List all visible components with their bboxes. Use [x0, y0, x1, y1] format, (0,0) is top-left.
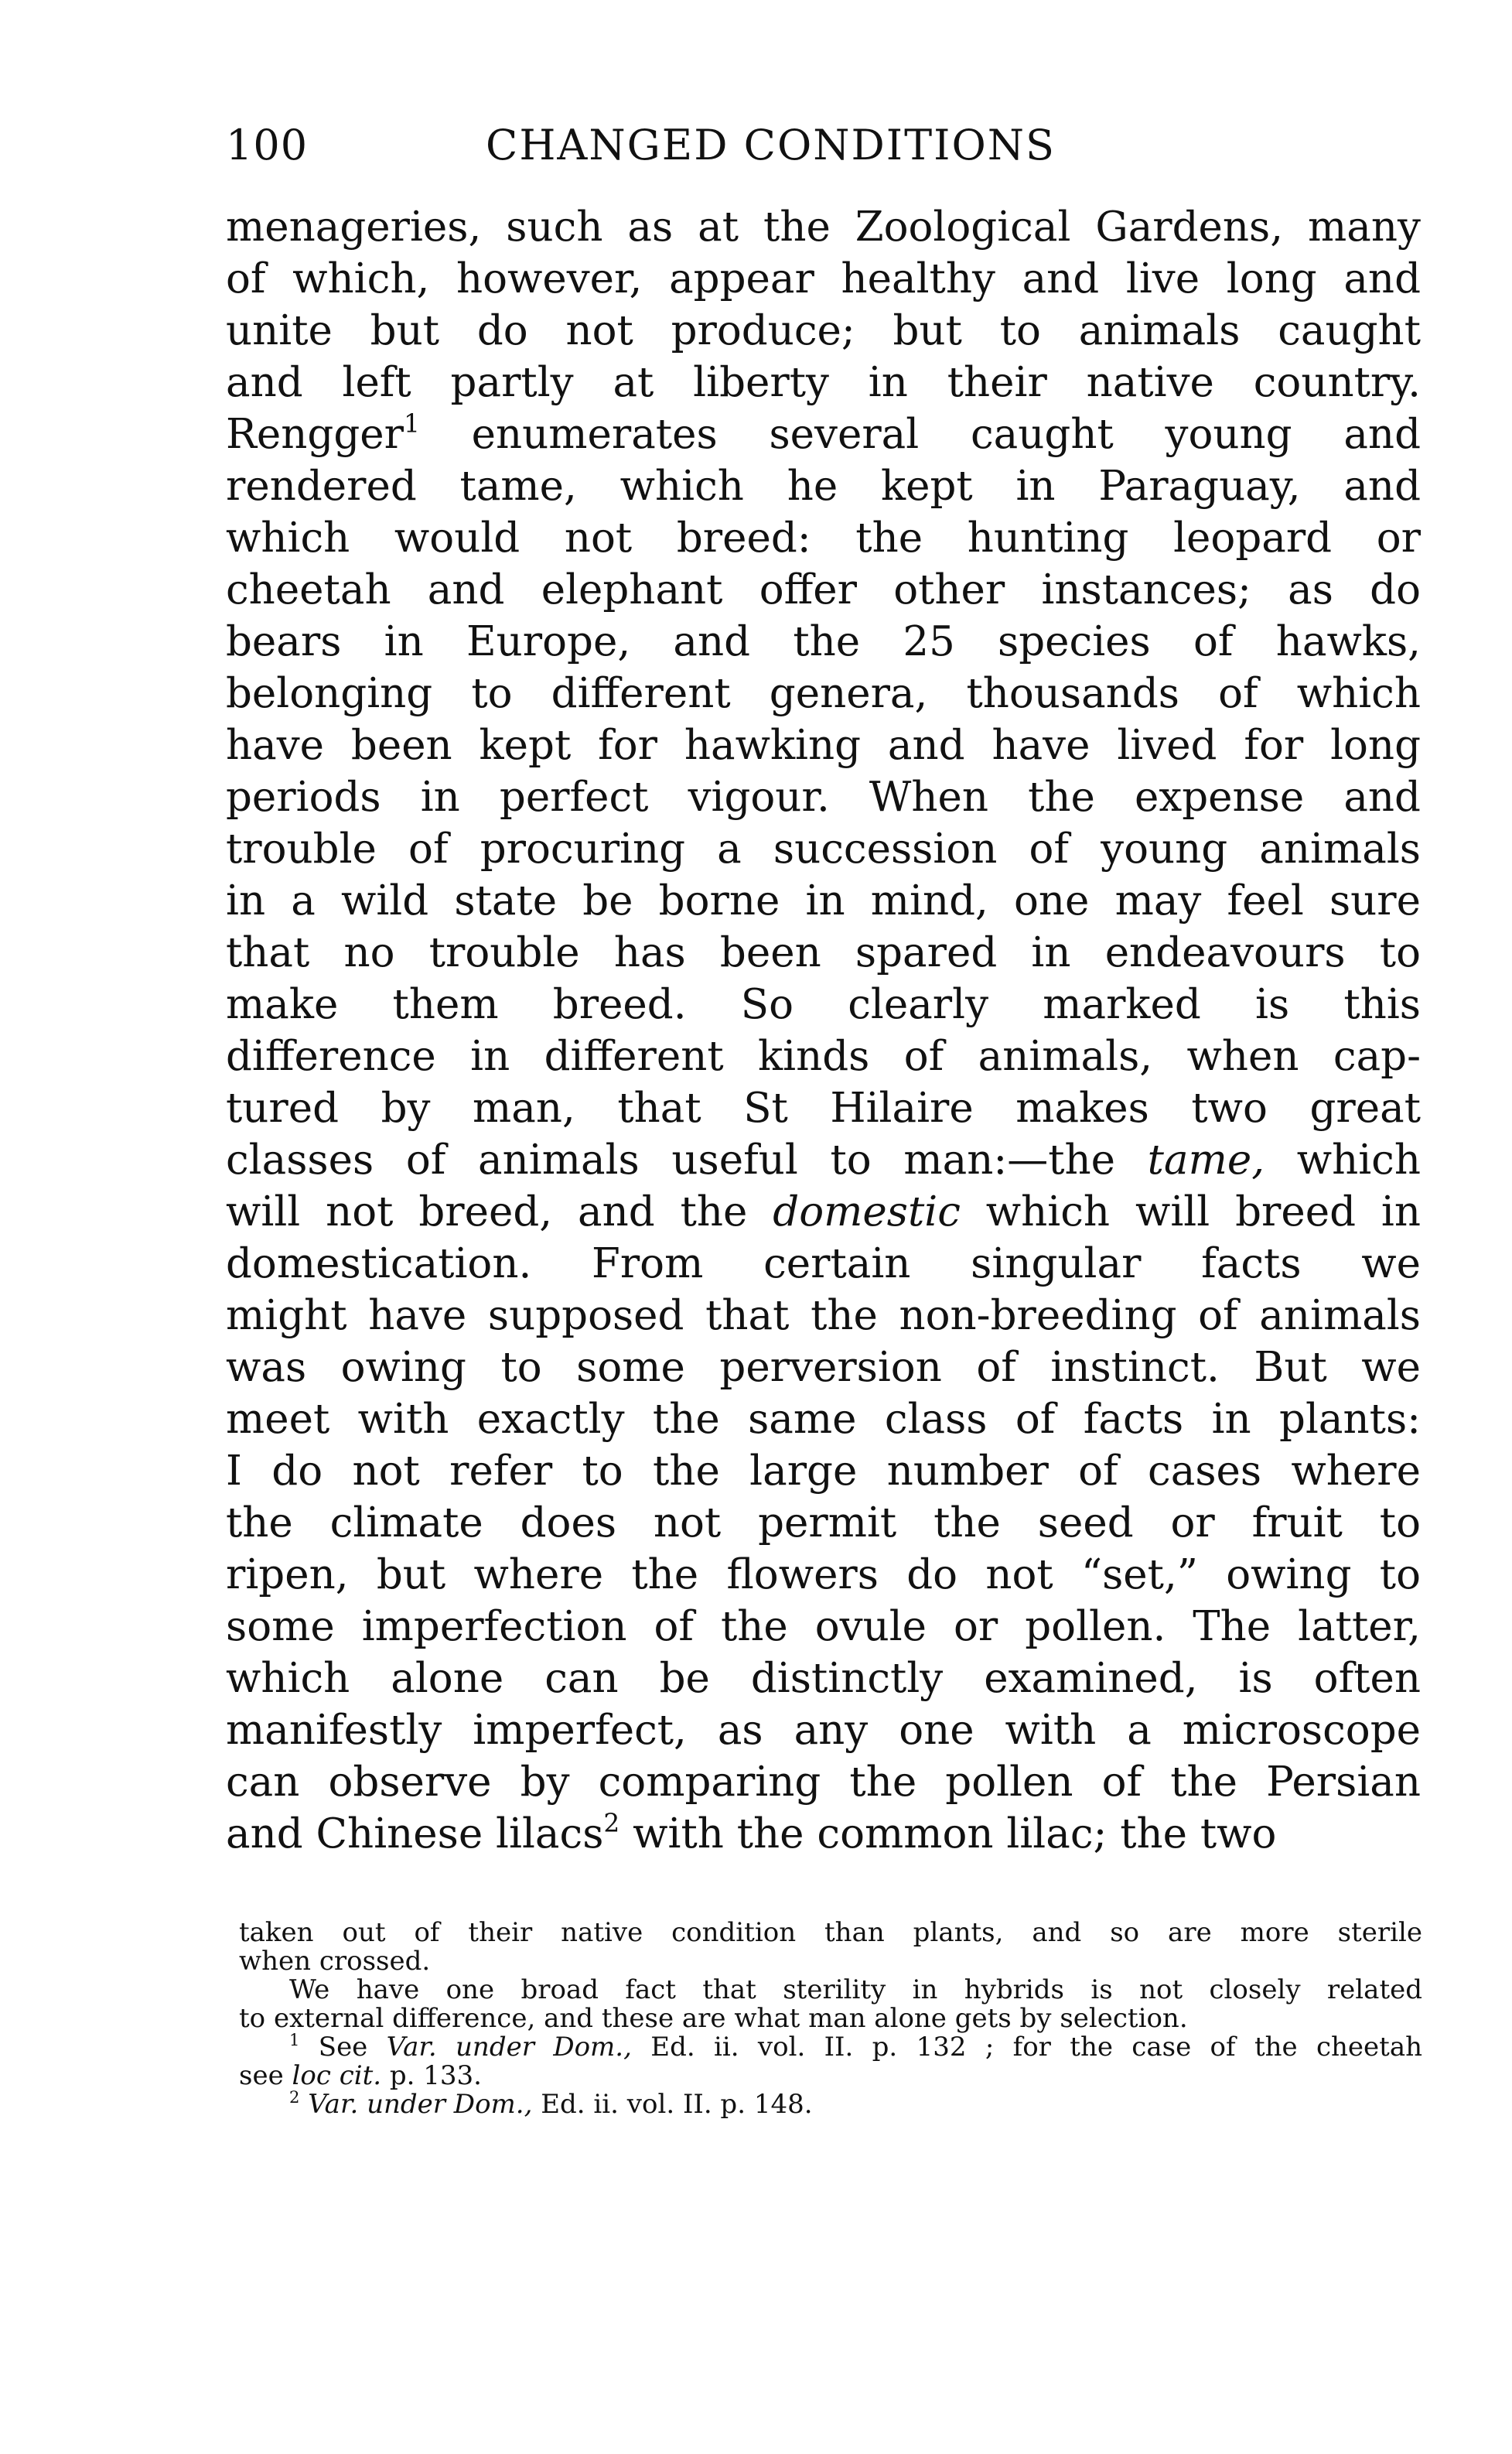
- text-fragment: enumerates several caught young and: [419, 411, 1421, 458]
- text-fragment: classes of animals useful to man:—the: [226, 1136, 1148, 1184]
- text-line: manifestly imperfect, as any one with a microscope: [226, 1707, 1421, 1754]
- text-line: [226, 1134, 1421, 1186]
- text-line: and left partly at liberty in their native country.: [226, 359, 1421, 406]
- footnote-line: when crossed.: [239, 1946, 431, 1977]
- footnote-line: [239, 2062, 1422, 2090]
- text-line: [226, 1808, 1421, 1860]
- footnote-ref-2: 2: [603, 1807, 620, 1838]
- italic-citation: loc cit.: [292, 2060, 382, 2091]
- text-fragment: See: [299, 2032, 387, 2063]
- text-line: have been kept for hawking and have lived for long: [226, 722, 1421, 769]
- main-text: [226, 201, 1421, 1860]
- volume-numeral: II.: [682, 2089, 712, 2120]
- footnotes: [239, 1919, 1422, 2119]
- text-line: cheetah and elephant offer other instances; as do: [226, 566, 1421, 614]
- text-line: make them breed. So clearly marked is this: [226, 981, 1421, 1028]
- footnote-1: [239, 2029, 1422, 2063]
- italic-citation: Var. under Dom.,: [308, 2089, 533, 2120]
- text-fragment: p. 148.: [712, 2089, 813, 2120]
- footnote-marker-2: 2: [289, 2087, 300, 2107]
- text-line: ripen, but where the flowers do not “set,” owing to: [226, 1551, 1421, 1598]
- text-line: of which, however, appear healthy and live long and: [226, 255, 1421, 302]
- text-line: in a wild state be borne in mind, one may feel sure: [226, 877, 1421, 925]
- text-line: belonging to different genera, thousands of which: [226, 670, 1421, 717]
- text-line: might have supposed that the non-breeding of animals: [226, 1292, 1421, 1339]
- text-line: tured by man, that St Hilaire makes two great: [226, 1085, 1421, 1132]
- footnote-2: [239, 2087, 1422, 2120]
- text-line: domestication. From certain singular facts we: [226, 1240, 1421, 1287]
- footnote-marker-1: 1: [289, 2029, 300, 2049]
- text-fragment: p. 133.: [381, 2060, 482, 2091]
- footnote-line: to external difference, and these are what man alone gets by selection.: [239, 2003, 1188, 2034]
- text-fragment: Rengger: [226, 411, 404, 458]
- text-line: can observe by comparing the pollen of the Persian: [226, 1758, 1421, 1806]
- text-line: which alone can be distinctly examined, is often: [226, 1655, 1421, 1702]
- italic-term: tame,: [1147, 1136, 1265, 1184]
- text-fragment: which: [1265, 1136, 1421, 1184]
- text-fragment: see: [239, 2060, 292, 2091]
- text-line: was owing to some perversion of instinct. But we: [226, 1344, 1421, 1391]
- text-fragment: with the common lilac; the two: [619, 1810, 1277, 1858]
- text-line: I do not refer to the large number of cases where: [226, 1447, 1421, 1495]
- text-line: [226, 408, 1421, 460]
- page-header: [226, 114, 1154, 176]
- text-line: bears in Europe, and the 25 species of hawks,: [226, 618, 1421, 665]
- italic-citation: Var. under Dom.,: [386, 2032, 632, 2063]
- text-line: unite but do not produce; but to animals caught: [226, 307, 1421, 354]
- text-fragment: Ed. ii. vol.: [631, 2032, 824, 2063]
- text-line: difference in different kinds of animals, when cap-: [226, 1033, 1421, 1080]
- footnote-line: taken out of their native condition than plants, and so are more sterile: [239, 1917, 1422, 1948]
- text-line: the climate does not permit the seed or fruit to: [226, 1499, 1421, 1547]
- page-number: 100: [226, 121, 309, 169]
- running-head: CHANGED CONDITIONS: [486, 121, 1056, 169]
- text-line: meet with exactly the same class of facts in plants:: [226, 1396, 1421, 1443]
- text-line: that no trouble has been spared in endeavours to: [226, 929, 1421, 976]
- text-line: some imperfection of the ovule or pollen. The latter,: [226, 1603, 1421, 1650]
- text-line: rendered tame, which he kept in Paraguay, and: [226, 463, 1421, 510]
- footnote-line: We have one broad fact that sterility in hybrids is not closely related: [289, 1974, 1422, 2005]
- text-line: trouble of procuring a succession of young animals: [226, 825, 1421, 873]
- text-fragment: p. 132 ; for the case of the cheetah: [853, 2032, 1422, 2063]
- volume-numeral: II.: [824, 2032, 854, 2063]
- text-line: menageries, such as at the Zoological Gardens, many: [226, 203, 1421, 251]
- text-fragment: will not breed, and the: [226, 1188, 773, 1236]
- text-line: which would not breed: the hunting leopard or: [226, 514, 1421, 562]
- text-fragment: which will breed in: [960, 1188, 1421, 1236]
- text-fragment: [299, 2089, 308, 2120]
- text-fragment: and Chinese lilacs: [226, 1810, 604, 1858]
- footnote-ref-1: 1: [403, 408, 420, 439]
- text-fragment: Ed. ii. vol.: [532, 2089, 683, 2120]
- text-line: [226, 1186, 1421, 1238]
- text-line: periods in perfect vigour. When the expense and: [226, 774, 1421, 821]
- italic-term: domestic: [773, 1188, 961, 1236]
